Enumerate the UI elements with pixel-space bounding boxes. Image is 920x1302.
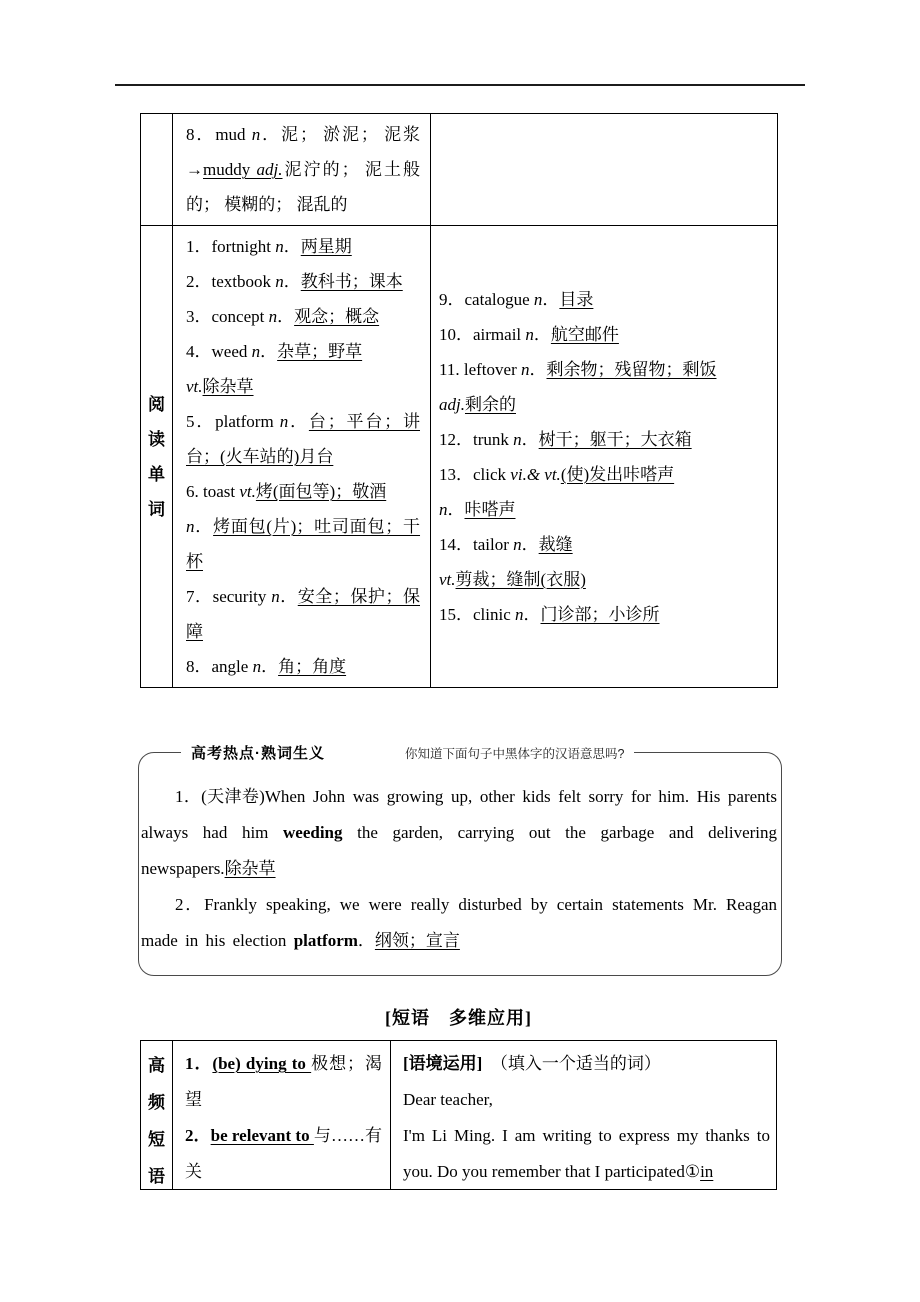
vertical-label-char: 词 [148, 499, 165, 519]
vocab-entry [185, 1118, 382, 1190]
text-segment: 观念；概念 [294, 307, 380, 326]
text-segment: vt. [239, 482, 256, 501]
text-segment: 13．click [439, 464, 511, 484]
vertical-label-char: 阅 [148, 394, 165, 414]
text-segment: muddy [203, 160, 257, 179]
text-segment: ． [279, 587, 298, 606]
text-segment: 门诊部；小诊所 [540, 604, 660, 624]
context-application-cell [391, 1041, 777, 1190]
text-segment: [语境运用] [403, 1054, 483, 1073]
text-segment: 2． [185, 1126, 211, 1145]
reading-words-vertical-label [141, 226, 173, 688]
context-salutation [403, 1082, 770, 1118]
text-segment: 9．catalogue [439, 289, 534, 309]
text-segment: n [513, 534, 522, 554]
vocab-left-column [173, 226, 431, 688]
text-segment: 1． [185, 1054, 213, 1073]
text-segment: n [279, 412, 289, 431]
text-segment: ① [684, 1162, 701, 1181]
text-segment: 剩余的 [464, 394, 516, 414]
text-segment: 纲领；宣言 [374, 931, 460, 950]
text-segment: 除杂草 [202, 377, 254, 396]
text-segment: 杂草；野草 [277, 342, 363, 361]
page-header-rule [115, 84, 805, 86]
vocab-entry [185, 1046, 382, 1118]
vocab-table [140, 113, 778, 688]
vocab-row1-empty-cell [431, 114, 778, 226]
text-segment: 10．airmail [439, 324, 526, 344]
vertical-label-char: 频 [148, 1093, 165, 1112]
text-segment: (使)发出咔嗒声 [560, 464, 675, 484]
text-segment: n [525, 324, 534, 344]
text-segment: 教科书；课本 [300, 272, 403, 291]
text-segment: 6. toast [186, 482, 240, 501]
vocab-entry [439, 597, 767, 632]
text-segment: weeding [283, 823, 343, 842]
text-segment: 台；平台；讲台；(火车站的)月台 [186, 412, 420, 466]
vocab-entry [439, 352, 767, 422]
text-segment: 15．clinic [439, 604, 516, 624]
vertical-label-char: 单 [148, 464, 165, 484]
vocab-entry [439, 457, 767, 527]
text-segment: 与……有关 [185, 1126, 383, 1181]
vocab-entry [186, 117, 420, 222]
text-segment: vi.& vt. [510, 464, 561, 484]
text-segment: in [700, 1162, 714, 1181]
text-segment: 8．angle [186, 657, 253, 676]
text-segment: 剩余物；残留物；剩饭 [546, 359, 717, 379]
text-segment: vt. [439, 569, 456, 589]
text-segment: n [275, 237, 284, 256]
hot-words-box [138, 745, 782, 976]
text-segment: n [271, 587, 280, 606]
text-segment: n [251, 125, 261, 144]
hot-words-subtitle: 你知道下面句子中黑体字的汉语意思吗? [405, 747, 625, 761]
text-segment: 4．weed [186, 342, 252, 361]
text-segment: n [186, 517, 195, 536]
vocab-entry [186, 579, 420, 649]
vocab-entry [186, 474, 420, 579]
text-segment: 14．tailor [439, 534, 514, 554]
text-segment: 剪裁；缝制(衣服) [455, 569, 586, 589]
text-segment: 除杂草 [224, 859, 276, 878]
text-segment: ． [521, 534, 539, 554]
text-segment: 2．textbook [186, 272, 276, 291]
text-segment: ． [533, 324, 551, 344]
text-segment: ．泥； 淤泥； 泥浆→ [186, 125, 421, 179]
text-segment: 8．mud [186, 125, 252, 144]
text-segment: 11. leftover [439, 359, 521, 379]
text-segment: 角；角度 [278, 657, 347, 676]
hot-words-title: 高考热点·熟词生义 [191, 745, 325, 762]
text-segment: adj. [439, 394, 465, 414]
vocab-mud-cell [173, 114, 431, 226]
phrase-table [140, 1040, 777, 1190]
vocab-entry [186, 649, 420, 684]
text-segment: ． [261, 657, 279, 676]
example-sentence-2 [141, 887, 777, 959]
frequent-phrases-vertical-label [141, 1041, 173, 1190]
vertical-label-char: 短 [148, 1130, 165, 1149]
text-segment: 咔嗒声 [464, 499, 516, 519]
text-segment: n [520, 359, 530, 379]
vocab-entry [439, 282, 767, 317]
text-segment: 烤面包(片)；吐司面包；干杯 [186, 517, 421, 571]
text-segment: ． [283, 237, 301, 256]
text-segment: 1．fortnight [186, 237, 276, 256]
text-segment: n [268, 307, 278, 326]
vocab-entry [439, 422, 767, 457]
text-segment: be relevant to [210, 1126, 314, 1145]
text-segment: ． [277, 307, 295, 326]
hot-words-sentences [139, 753, 781, 959]
vocab-entry [439, 527, 767, 597]
vocab-row1-label-cell [141, 114, 173, 226]
vocab-entry [186, 334, 420, 404]
example-sentence-1 [141, 779, 777, 887]
vocab-entry [439, 317, 767, 352]
text-segment: 极想；渴望 [185, 1054, 382, 1109]
text-segment: I'm Li Ming. I am writing to express my thanks to you. Do you remember that I participated [403, 1126, 770, 1181]
text-segment: 2．Frankly speaking, we were really disturbed by certain statements Mr. Reagan made in his election [141, 895, 777, 950]
vocab-entry [186, 264, 420, 299]
text-segment: n [533, 289, 543, 309]
text-segment: n [275, 272, 284, 291]
text-segment: 树干；躯干；大衣箱 [538, 429, 692, 449]
text-segment: （填入一个适当的词） [482, 1054, 661, 1073]
text-segment: Dear teacher, [403, 1090, 493, 1109]
text-segment: n [252, 657, 262, 676]
text-segment: ． [521, 429, 539, 449]
vocab-entry [186, 404, 420, 474]
text-segment: ． [260, 342, 278, 361]
text-segment: 烤(面包等)；敬酒 [255, 482, 387, 501]
hot-words-header [181, 742, 634, 763]
vocab-entry [186, 299, 420, 334]
text-segment: 安全；保护；保障 [186, 587, 420, 641]
text-segment: 两星期 [300, 237, 352, 256]
text-segment: 3．concept [186, 307, 269, 326]
text-segment: n [439, 499, 448, 519]
context-heading [403, 1046, 770, 1082]
phrase-section-title: [短语 多维应用] [385, 1008, 532, 1028]
text-segment: adj. [256, 160, 283, 179]
context-body [403, 1118, 770, 1190]
text-segment: the garden, carrying out the garbage and delivering newspapers. [141, 823, 777, 878]
text-segment: ． [288, 412, 309, 431]
text-segment: n [515, 604, 524, 624]
text-segment: platform [293, 931, 358, 950]
vertical-label-char: 读 [148, 429, 165, 449]
text-segment: ． [194, 517, 214, 536]
text-segment: 5．platform [186, 412, 280, 431]
text-segment: n [251, 342, 261, 361]
phrase-list [173, 1041, 391, 1190]
text-segment: (be) dying to [212, 1054, 312, 1073]
text-segment: ． [529, 359, 547, 379]
vocab-entry [186, 229, 420, 264]
text-segment: 航空邮件 [550, 324, 619, 344]
text-segment: 裁缝 [538, 534, 573, 554]
text-segment: 泥泞的； 泥土般的； 模糊的； 混乱的 [186, 160, 420, 214]
vocab-right-column [431, 226, 778, 688]
text-segment: 目录 [559, 289, 594, 309]
text-segment: 1．(天津卷)When John was growing up, other kids felt sorry for him. His parents always had him [141, 787, 777, 842]
text-segment: ． [447, 499, 465, 519]
text-segment: 12．trunk [439, 429, 514, 449]
text-segment: ． [542, 289, 560, 309]
text-segment: ． [283, 272, 301, 291]
vertical-label-char: 语 [148, 1167, 165, 1186]
text-segment: n [513, 429, 522, 449]
text-segment: 7．security [186, 587, 272, 606]
text-segment: vt. [186, 377, 203, 396]
text-segment: ． [357, 931, 375, 950]
text-segment: ． [523, 604, 541, 624]
vertical-label-char: 高 [148, 1056, 165, 1075]
